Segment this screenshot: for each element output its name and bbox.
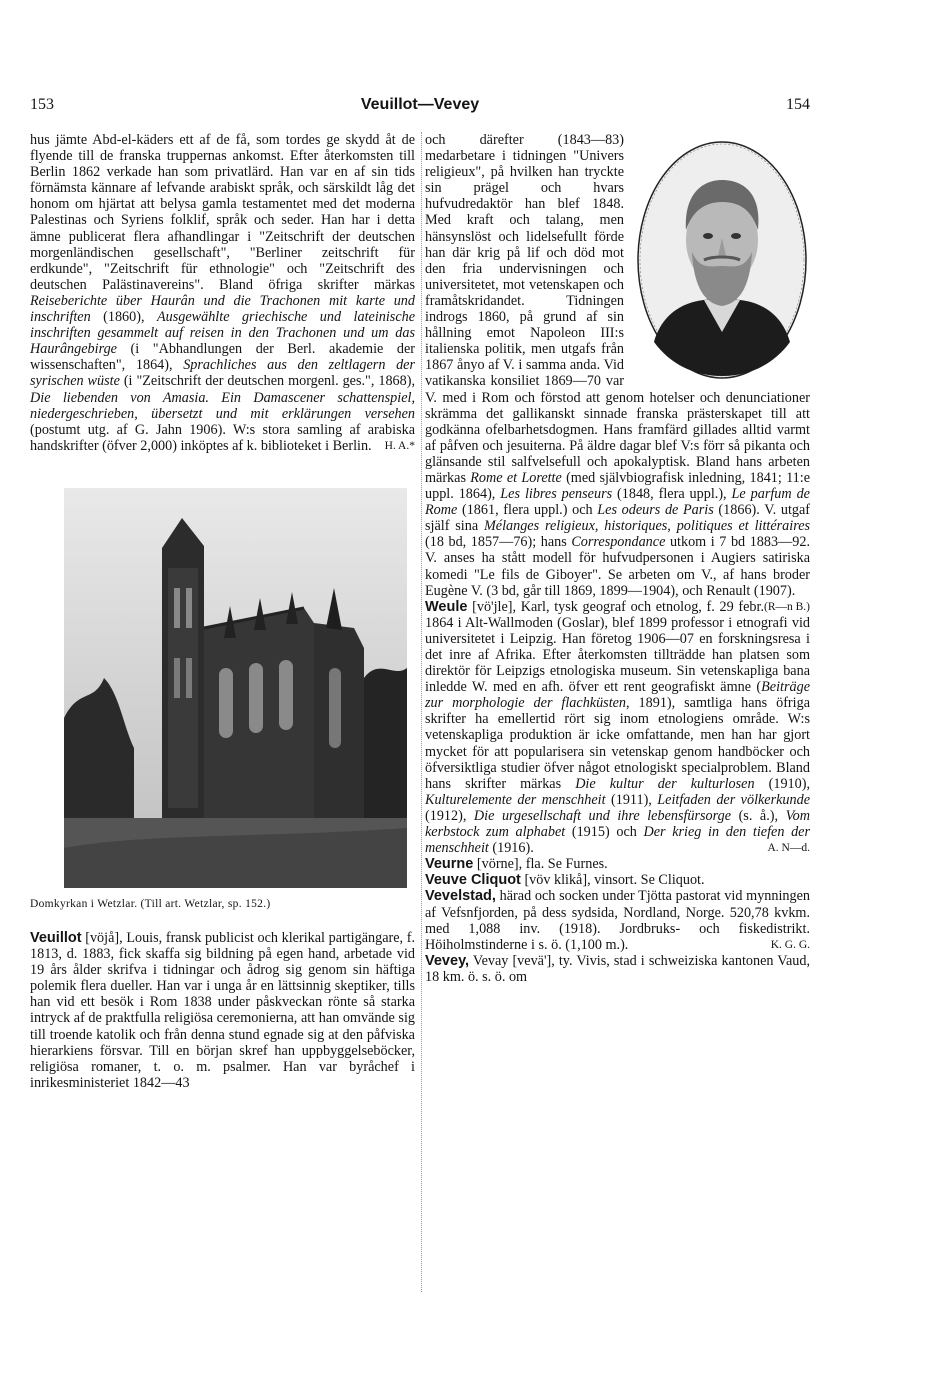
veuillot-entry: Veuillot [vöjå], Louis, fransk publicist och klerikal partigängare, f. 1813, d. 1883, fick skaffa sig bildning på egen hand, arbetade vid 19 års ålder skrifva i tidningar och ådrog sig genom sin häftiga polemik flera dueller. Han var i unga år en lättsinnig skeptiker, tills han vid ett besök i Rom 1838 under påskveckan rönte så starka intryck af de praktfulla religiösa ceremonierna, att han omvände sig till troende katolik och från denna stund egnade sig at den påfviska hierarkiens försvar. Till en början skref han uppbyggelseböcker, religiösa romaner, t. o. m. psalmer. Han var byråchef i inrikesministeriet 1842—43 bbox=[30, 929, 415, 1091]
weule-entry: Weule [vö'jle], Karl, tysk geograf och etnolog, f. 29 febr. 1864 i Alt-Wallmoden (Goslar), blef 1899 professor i etnografi vid universitetet i Leipzig. Han företog 1906—07 en forskningsresa i det inre af Afrika. Efter återkomsten tillträdde han platsen som direktör för Leipzigs etnologiska museum. Sin vetenskapliga bana inledde W. med en afh. öfver ett rent geografiskt ämne (Beiträge zur morphologie der flachküsten, 1891), samtliga hans öfriga skrifter ha emellertid rört sig inom etnologiens område. W:s vetenskapliga produktion är icke omfattande, men han har gjort mycket för att popularisera sin vetenskap genom handböcker och öfversiktliga studier öfver något etnologiskt specialproblem. Bland hans skrifter märkas Die kultur der kulturlosen (1910), Kulturelemente der menschheit (1911), Leitfaden der völkerkunde (1912), Die urgesellschaft und ihre lebensfürsorge (s. å.), Vom kerbstock zum alphabet (1915) och Der krieg in den tiefen der menschheit (1916). A. N—d. bbox=[425, 598, 811, 857]
page-number-left: 153 bbox=[30, 96, 54, 113]
veurne-entry: Veurne [vörne], fla. Se Furnes. bbox=[425, 856, 608, 873]
veuillot-entry-continuation: och därefter (1843—83) medarbetare i tidningen "Univers religieux", på hvilken han tryckte sin prägel och hvars hufvudredaktör han blef 1848. Med kraft och talang, men hänsynslöst och lidelsefullt förde han där krig på lif och död mot den fria undervisningen och universitetet, mot vetenskapen och framåtskridandet. Tidningen indrogs 1860, på grund af sin hållning emot Napoleon III:s italienska politik, men utgafs från 1867 ånyo af V. i samma anda. Vid vatikanska konsiliet 1869—70 var V. med i Rom och förstod att genom hotelser och denunciationer skrämma det gallikanskt sinnade franska prästerskapet till att godkänna ofelbarhetsdogmen. Hans framfärd gillades alltid varmt af påfven och jesuiterna. På äldre dagar blef V:s förr så pikanta och glänsande stil salfvelsefull och apokalyptisk. Bland hans arbeten märkas Rome et Lorette (med självbiografisk inledning, 1841; 11:e uppl. 1864), Les libres penseurs (1848, flera uppl.), Le parfum de Rome (1861, flera uppl.) och Les odeurs de Paris (1866). V. utgaf själf sina Mélanges religieux, historiques, politiques et littéraires (18 bd, 1857—76); hans Correspondance utkom i 7 bd 1883—92. V. anses ha stått modell för hufvudpersonen i Augiers satiriska komedi "Le fils de Giboyer". Se arbeten om V., af hans broder Eugène V. (3 bd, går till 1869, 1899—1904), och Renault (1907). (R—n B.) bbox=[425, 132, 810, 599]
running-head: Veuillot—Vevey bbox=[360, 96, 480, 113]
vevey-entry: Vevey, Vevay [vevä'], ty. Vivis, stad i schweiziska kantonen Vaud, 18 km. ö. s. ö. om bbox=[425, 952, 810, 985]
headword: Weule bbox=[425, 598, 468, 615]
headword: Veuillot bbox=[30, 929, 82, 946]
signature: K. G. G. bbox=[770, 938, 810, 951]
headword: Vevey, bbox=[425, 952, 470, 969]
figure-caption: Domkyrkan i Wetzlar. (Till art. Wetzlar, sp. 152.) bbox=[30, 897, 271, 910]
vevelstad-entry: Vevelstad, härad och socken under Tjötta pastorat vid mynningen af Vefsnfjorden, på dess sydsida, Nordland, Norge. 520,78 kvkm. med 1,088 inv. (1918). Jordbruks- och fiskedistrikt. Höiholmstinderne i s. ö. (1,100 m.). K. G. G. bbox=[425, 888, 810, 953]
wetzstein-article-continuation: hus jämte Abd-el-käders ett af de få, som tordes ge skydd åt de flyende till de franska truppernas ankomst. Efter återkomsten till Berlin 1862 verkade han som privatlärd. Han var en af sin tids förnämsta kännare af lefvande arabiskt språk, och särskildt låg det honom om hjärtat att belysa gamla testamentet med det moderna Palestinas och Syriens folklif, språk och seder. Han har i detta ämne publicerat flera afhandlingar i "Zeitschrift der deutschen morgenländischen gesellschaft", "Berliner zeitschrift für erdkunde", "Zeitschrift für ethnologie" och "Zeitschrift des deutschen Palästinavereins". Bland öfriga skrifter märkas Reiseberichte über Haurân und die Trachonen mit karte und inschriften (1860), Ausgewählte griechische und lateinische inschriften gesammelt auf reisen in den Trachonen und um das Haurângebirge (i "Abhandlungen der Berl. akademie der wissenschaften", 1864), Sprachliches aus den zeltlagern der syrischen wüste (i "Zeitschrift der deutschen morgenl. ges.", 1868), Die liebenden von Amasia. Ein Damascener schattenspiel, niedergeschrieben, übersetzt und mit erklärungen versehen (postumt utg. af G. Jahn 1906). W:s stora samling af arabiska handskrifter (öfver 2,000) inköptes af k. biblioteket i Berlin. H. A.* bbox=[30, 132, 416, 454]
cathedral-photo bbox=[64, 488, 407, 888]
signature: A. N—d. bbox=[767, 842, 810, 855]
right-column bbox=[425, 132, 810, 985]
column-divider bbox=[421, 132, 422, 1292]
left-column bbox=[30, 132, 415, 1091]
headword: Veurne bbox=[425, 856, 474, 873]
headword: Veuve Cliquot bbox=[425, 872, 521, 889]
headword: Vevelstad, bbox=[425, 888, 496, 905]
veuve-cliquot-entry: Veuve Cliquot [vöv klikå], vinsort. Se Cliquot. bbox=[425, 872, 705, 889]
signature: H. A.* bbox=[384, 439, 415, 452]
page-number-right: 154 bbox=[786, 96, 810, 113]
signature: (R—n B.) bbox=[764, 600, 810, 613]
veuillot-portrait bbox=[634, 132, 810, 380]
page-header bbox=[30, 96, 810, 118]
